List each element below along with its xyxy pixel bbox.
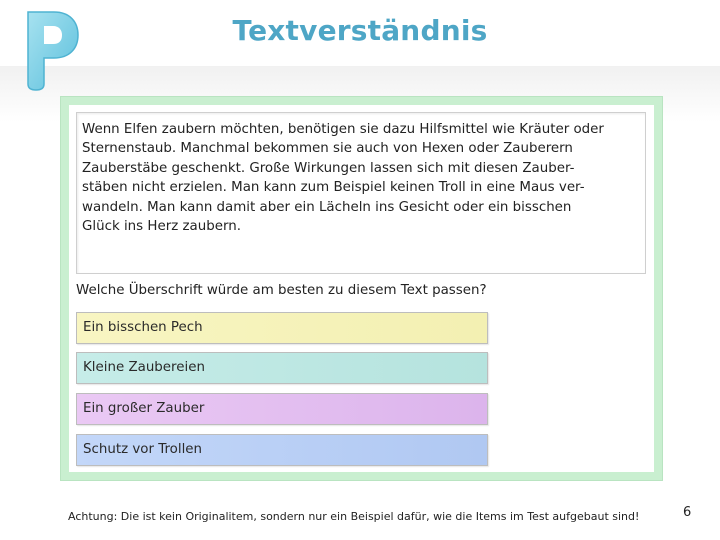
answer-option-1[interactable]: Ein bisschen Pech xyxy=(76,312,488,344)
text-line: Wenn Elfen zaubern möchten, benötigen sie dazu Hilfsmittel wie Kräuter oder xyxy=(82,122,604,137)
task-frame xyxy=(60,96,663,481)
reading-text-box xyxy=(76,112,646,274)
text-line: Glück ins Herz zaubern. xyxy=(82,219,241,235)
answer-option-2[interactable]: Kleine Zaubereien xyxy=(76,352,488,384)
answer-option-3[interactable]: Ein großer Zauber xyxy=(76,393,488,425)
text-line: wandeln. Man kann damit aber ein Lächeln ins Gesicht oder ein bisschen xyxy=(82,199,572,215)
text-line: Sternenstaub. Manchmal bekommen sie auch von Hexen oder Zauberern xyxy=(82,141,573,157)
reading-text xyxy=(82,120,642,236)
task-panel xyxy=(69,105,654,472)
slide-title: Textverständnis xyxy=(232,14,488,47)
question-text: Welche Überschrift würde am besten zu diesem Text passen? xyxy=(76,283,487,298)
disclaimer-note: Achtung: Die ist kein Originalitem, sondern nur ein Beispiel dafür, wie die Items im Test aufgebaut sind! xyxy=(68,510,640,523)
page-number: 6 xyxy=(683,505,692,520)
text-line: Zauberstäbe geschenkt. Große Wirkungen lassen sich mit diesen Zauber- xyxy=(82,160,575,176)
answer-option-4[interactable]: Schutz vor Trollen xyxy=(76,434,488,466)
text-line: stäben nicht erzielen. Man kann zum Beispiel keinen Troll in eine Maus ver- xyxy=(82,180,585,196)
